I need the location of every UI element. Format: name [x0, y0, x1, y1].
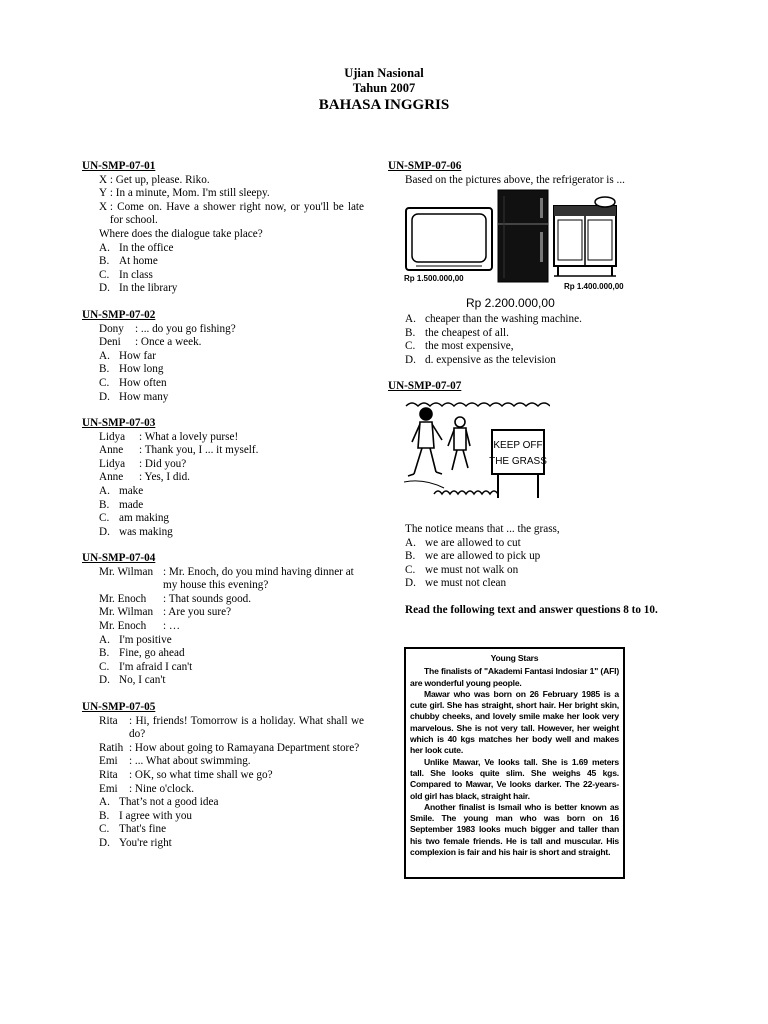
dialogue-line: X : Come on. Have a shower right now, or you'll be late for school.	[99, 200, 364, 227]
question-3	[82, 417, 364, 539]
document-header	[0, 66, 768, 114]
question-stem: The notice means that ... the grass,	[405, 523, 560, 535]
dialogue-line: Dony : ... do you go fishing?	[99, 322, 236, 335]
question-id: UN-SMP-07-07	[388, 380, 462, 392]
question-1	[82, 160, 364, 296]
dialogue-line: Y : In a minute, Mom. I'm still sleepy.	[99, 187, 270, 200]
bush-line	[406, 403, 550, 406]
question-id: UN-SMP-07-02	[82, 309, 156, 321]
option[interactable]: B. Fine, go ahead	[99, 647, 185, 660]
option[interactable]: A. That’s not a good idea	[99, 796, 219, 809]
dialogue-line: Rita : OK, so what time shall we go?	[99, 768, 273, 781]
option[interactable]: D. we must not clean	[405, 577, 507, 590]
dialogue-line: Anne : Thank you, I ... it myself.	[99, 444, 259, 457]
article-title: Young Stars	[490, 653, 539, 663]
tv-price-label: Rp 1.500.000,00	[404, 274, 464, 283]
option[interactable]: D. d. expensive as the television	[405, 353, 556, 366]
option[interactable]: D. In the library	[99, 282, 178, 295]
dialogue-line: Mr. Wilman : Mr. Enoch, do you mind having dinner at my house this evening?	[99, 565, 354, 592]
question-2	[82, 309, 364, 404]
dialogue-line: Ratih : How about going to Ramayana Department store?	[99, 741, 360, 754]
option[interactable]: A. make	[99, 484, 144, 497]
walking-person-icon	[408, 408, 442, 476]
question-id: UN-SMP-07-03	[82, 417, 156, 429]
option[interactable]: D. No, I can't	[99, 674, 166, 687]
article-paragraph: Unlike Mawar, Ve looks tall. She is 1.69 meters tall. She looks quite slim. She weighs 45 kgs. Compared to Mawar, Ve looks darker. The 22-years-old girl has black, straight hair.	[410, 756, 619, 801]
dialogue-line: Emi : ... What about swimming.	[99, 755, 251, 768]
dialogue-line: Lidya : Did you?	[99, 457, 187, 470]
option[interactable]: C. am making	[99, 512, 170, 525]
dialogue-line: Mr. Wilman : Are you sure?	[99, 606, 232, 619]
grass-border	[434, 491, 498, 494]
question-5	[82, 701, 364, 851]
dialogue-line: Mr. Enoch : That sounds good.	[99, 592, 252, 605]
option[interactable]: A. cheaper than the washing machine.	[405, 313, 582, 325]
keep-off-grass-picture	[404, 398, 550, 510]
article-paragraph: The finalists of "Akademi Fantasi Indosiar 1" (AFI) are wonderful young people.	[410, 666, 619, 688]
option[interactable]: A. How far	[99, 349, 156, 362]
option[interactable]: B. made	[99, 498, 144, 511]
option[interactable]: C. the most expensive,	[405, 340, 514, 353]
path-line	[404, 481, 444, 488]
dialogue-line: Anne : Yes, I did.	[99, 471, 190, 484]
option[interactable]: A. we are allowed to cut	[405, 536, 521, 549]
question-6	[388, 160, 670, 187]
option[interactable]: C. That's fine	[99, 823, 167, 836]
question-id: UN-SMP-07-06	[388, 160, 462, 172]
washing-machine-icon	[554, 197, 616, 276]
article-paragraph: Another finalist is Ismail who is better known as Smile. The young man who was born on 16 September 1983 looks much bigger and taller than his two female friends. He is tall and muscular. His complexion is fair and his hair is short and straight.	[410, 801, 619, 858]
option[interactable]: C. How often	[99, 376, 167, 389]
option[interactable]: C. In class	[99, 268, 153, 281]
question-id: UN-SMP-07-01	[82, 160, 156, 172]
option[interactable]: A. In the office	[99, 241, 174, 254]
sign-text-line2: THE GRASS	[489, 456, 547, 467]
article-paragraph: Mawar who was born on 26 February 1985 is a cute girl. She has straight, short hair. Her bright skin, chubby cheeks, and lovely smile make her look very marvelous. She is not very tall. However, her weight which is 40 kgs matches her body well and makes her look cute.	[410, 688, 619, 756]
appliances-picture	[404, 188, 626, 284]
option[interactable]: B. the cheapest of all.	[405, 326, 509, 339]
dialogue-line: Mr. Enoch : …	[99, 619, 181, 632]
question-7-body	[388, 523, 670, 591]
question-4	[82, 552, 364, 688]
dialogue-line: Deni : Once a week.	[99, 336, 202, 349]
walking-person-icon	[448, 417, 470, 470]
option[interactable]: B. How long	[99, 363, 164, 376]
television-icon	[406, 208, 492, 270]
refrigerator-price-label: Rp 2.200.000,00	[466, 296, 555, 310]
question-id: UN-SMP-07-05	[82, 701, 156, 713]
question-stem: Where does the dialogue take place?	[99, 227, 263, 240]
option[interactable]: B. we are allowed to pick up	[405, 550, 541, 563]
option[interactable]: D. was making	[99, 525, 173, 538]
option[interactable]: C. I'm afraid I can't	[99, 660, 193, 673]
dialogue-line: X : Get up, please. Riko.	[99, 173, 210, 186]
exam-name: Ujian Nasional	[344, 66, 424, 80]
sign-text-line1: KEEP OFF	[493, 440, 543, 451]
question-7	[388, 380, 670, 394]
dialogue-line: Emi : Nine o'clock.	[99, 782, 195, 795]
exam-year: Tahun 2007	[352, 81, 416, 95]
washing-machine-price-label: Rp 1.400.000,00	[564, 282, 624, 291]
question-6-options	[388, 313, 670, 367]
option[interactable]: B. At home	[99, 255, 158, 268]
option[interactable]: D. You're right	[99, 836, 172, 849]
question-stem: Based on the pictures above, the refrigerator is ...	[405, 173, 625, 186]
reading-instruction: Read the following text and answer questions 8 to 10.	[405, 604, 658, 616]
option[interactable]: D. How many	[99, 390, 169, 403]
refrigerator-icon	[498, 190, 548, 282]
reading-text-box	[404, 647, 625, 879]
question-id: UN-SMP-07-04	[82, 552, 156, 564]
subject-title: BAHASA INGGRIS	[318, 97, 450, 113]
option[interactable]: A. I'm positive	[99, 633, 172, 646]
option[interactable]: B. I agree with you	[99, 809, 193, 822]
option[interactable]: C. we must not walk on	[405, 563, 519, 576]
dialogue-line: Lidya : What a lovely purse!	[99, 430, 239, 443]
dialogue-line: Rita : Hi, friends! Tomorrow is a holiday. What shall we do?	[99, 714, 364, 741]
